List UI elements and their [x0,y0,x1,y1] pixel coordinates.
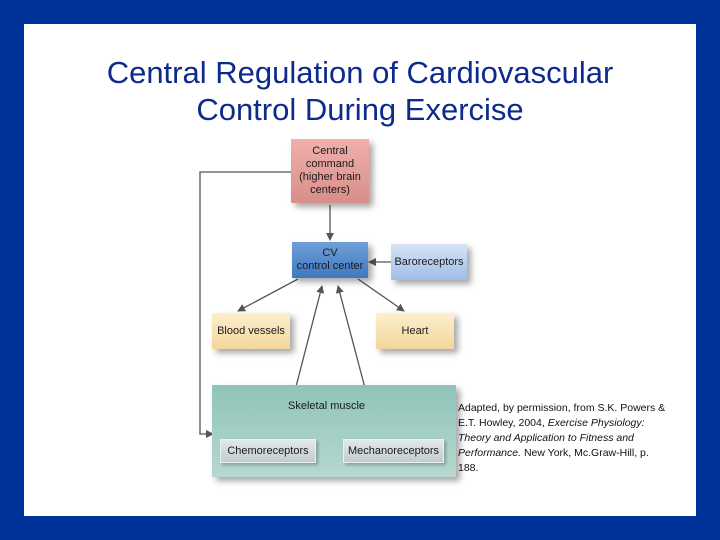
arrow-cv-to-heart [358,279,404,311]
cv-label-line-1: CV [322,247,338,259]
baroreceptors-box [391,244,467,280]
credit-book-title: Exercise Physiology: Theory and Application to Fitness and Performance. [458,417,645,459]
heart-label: Heart [401,324,429,337]
blood-vessels-box [212,313,290,349]
arrow-cv-to-vessels [238,279,298,311]
mechanoreceptors-label: Mechanoreceptors [347,444,440,457]
central-command-label: Central command (higher brain centers) [299,145,361,196]
blood-vessels-label: Blood vessels [217,324,285,337]
cv-control-center-box [292,242,368,278]
chemoreceptors-box [220,439,316,463]
baroreceptors-label: Baroreceptors [394,255,464,268]
credit-prefix: Adapted, by permission, from S.K. Powers & E.T. Howley, 2004, [458,402,666,429]
source-credit [458,401,670,476]
credit-suffix: New York, Mc.Graw-Hill, p. 188. [458,447,649,474]
skeletal-muscle-label: Skeletal muscle [288,400,366,412]
title-line-2: Control During Exercise [196,92,524,127]
heart-box [376,313,454,349]
cv-label-line-2: control center [296,260,364,272]
mechanoreceptors-box [343,439,444,463]
chemoreceptors-label: Chemoreceptors [227,444,309,457]
skeletal-muscle-box [212,385,456,477]
central-command-box [291,139,369,203]
title-line-1: Central Regulation of Cardiovascular [106,55,614,90]
